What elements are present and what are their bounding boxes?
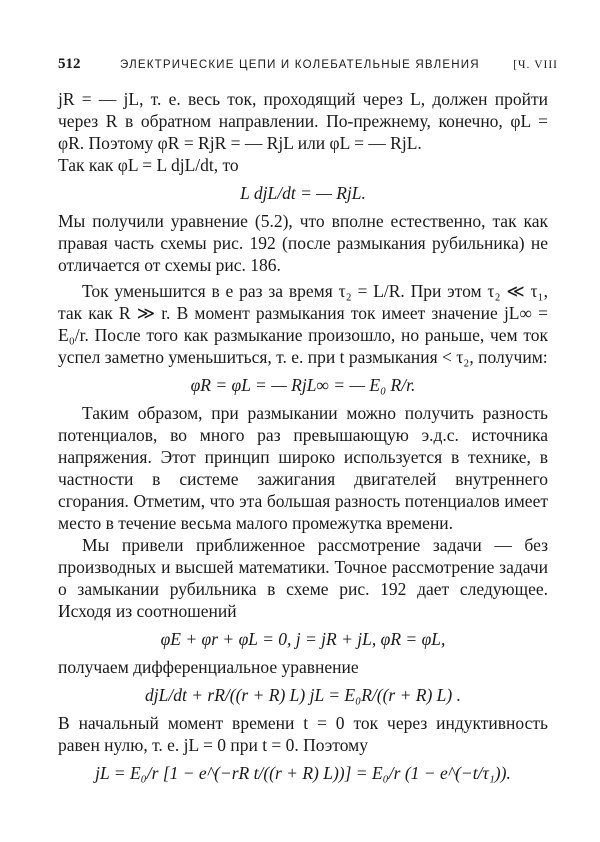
- page-body: [58, 88, 548, 790]
- page-number: 512: [58, 56, 81, 72]
- section-label: [Ч. VIII: [513, 59, 558, 71]
- paragraph-2: Мы получили уравнение (5.2), что вполне естественно, так как правая часть схемы рис. 192 (после размыкания рубильника) не отличается от схемы рис. 186.: [58, 211, 548, 275]
- equation-3: φE + φr + φL = 0, j = jR + jL, φR = φL,: [160, 629, 446, 649]
- running-header: [58, 56, 558, 73]
- paragraph-1: jR = — jL, т. е. весь ток, проходящий через L, должен пройти через R в обратном направлении. По-прежнему, конечно, φL = φR. Поэтому φR = RjR = — RjL или φL = — RjL.: [58, 89, 548, 153]
- paragraph-6: получаем дифференциальное уравнение: [58, 657, 359, 677]
- paragraph-7: В начальный момент времени t = 0 ток через индуктивность равен нулю, т. е. jL = 0 при t = 0. Поэтому: [58, 713, 548, 755]
- equation-2: φR = φL = — RjL∞ = — E₀ R/r.: [190, 375, 416, 395]
- paragraph-5: Мы привели приближенное рассмотрение задачи — без производных и высшей математики. Точное рассмотрение задачи о замыкании рубильника в схеме рис. 192 дает следующее. Исходя из соотношений: [58, 535, 548, 621]
- equation-4: djL/dt + rR/((r + R) L) jL = E₀R/((r + R) L) .: [145, 685, 461, 705]
- paragraph-4: Таким образом, при размыкании можно получить разность потенциалов, во много раз превышающую э.д.с. источника напряжения. Этот принцип широко используется в технике, в частности в системе зажигания двигателей внутреннего сгорания. Отметим, что эта большая разность потенциалов имеет место в течение весьма малого промежутка времени.: [58, 403, 548, 533]
- paragraph-1b: Так как φL = L djL/dt, то: [58, 155, 239, 175]
- paragraph-3: Ток уменьшится в e раз за время τ₂ = L/R. При этом τ₂ ≪ τ₁, так как R ≫ r. В момент размыкания ток имеет значение jL∞ = E₀/r. После того как размыкание произошло, но раньше, чем ток успел заметно уменьшиться, т. е. при t размыкания < τ₂, получим:: [58, 281, 548, 367]
- equation-1: L djL/dt = — RjL.: [240, 183, 366, 203]
- equation-5: jL = E₀/r [1 − e^(−rR t/((r + R) L))] = E₀/r (1 − e^(−t/τ₁)).: [95, 763, 511, 783]
- running-title: ЭЛЕКТРИЧЕСКИЕ ЦЕПИ И КОЛЕБАТЕЛЬНЫЕ ЯВЛЕНИЯ: [120, 59, 480, 71]
